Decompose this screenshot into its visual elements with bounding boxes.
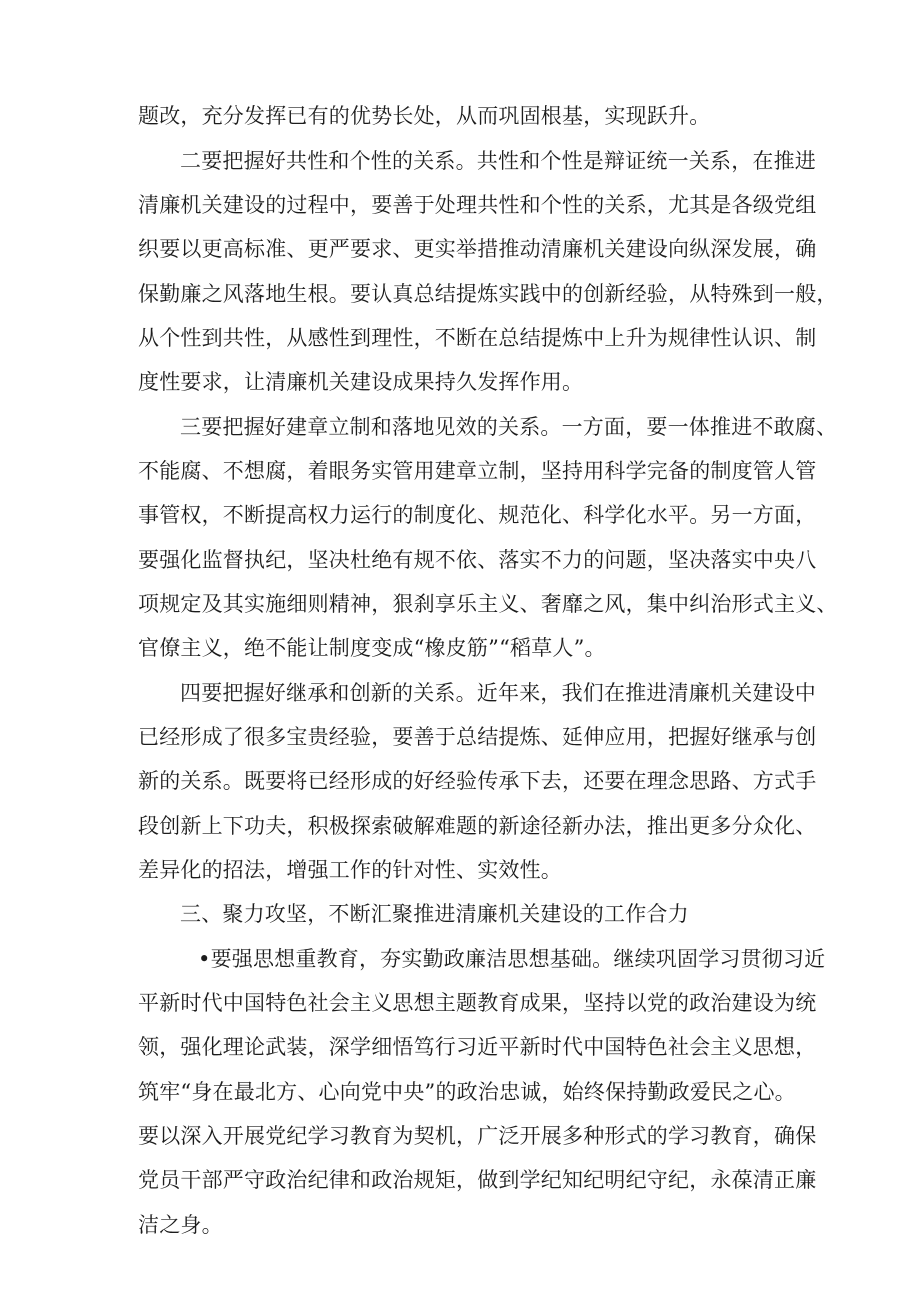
paragraph-line: 官僚主义，绝不能让制度变成“橡皮筋”“稻草人”。 (138, 636, 606, 660)
paragraph-line: 党员干部严守政治纪律和政治规矩，做到学纪知纪明纪守纪，永葆清正廉 (138, 1168, 817, 1192)
paragraph-line: 事管权，不断提高权力运行的制度化、规范化、科学化水平。另一方面， (138, 503, 817, 527)
section-heading: 三、聚力攻坚，不断汇聚推进清廉机关建设的工作合力 (180, 902, 689, 926)
paragraph-line: •要强思想重教育，夯实勤政廉洁思想基础。继续巩固学习贯彻习近 (198, 947, 826, 971)
paragraph-line: 新的关系。既要将已经形成的好经验传承下去，还要在理念思路、方式手 (138, 769, 817, 793)
paragraph-line: 平新时代中国特色社会主义思想主题教育成果，坚持以党的政治建设为统 (138, 991, 817, 1015)
paragraph-line: 领，强化理论武装，深学细悟笃行习近平新时代中国特色社会主义思想， (138, 1035, 817, 1059)
paragraph-line: 筑牢“身在最北方、心向党中央”的政治忠诚，始终保持勤政爱民之心。 (138, 1080, 796, 1104)
paragraph-line: 织要以更高标准、更严要求、更实举措推动清廉机关建设向纵深发展，确 (138, 237, 817, 261)
paragraph-line: 题改，充分发挥已有的优势长处，从而巩固根基，实现跃升。 (138, 104, 711, 128)
paragraph-line: 项规定及其实施细则精神，狠刹享乐主义、奢靡之风，集中纠治形式主义、 (138, 592, 838, 616)
paragraph-line: 度性要求，让清廉机关建设成果持久发挥作用。 (138, 370, 584, 394)
paragraph-line: 不能腐、不想腐，着眼务实管用建章立制，坚持用科学完备的制度管人管 (138, 459, 817, 483)
paragraph-line: 保勤廉之风落地生根。要认真总结提炼实践中的创新经验，从特殊到一般， (138, 282, 838, 306)
paragraph-line: 已经形成了很多宝贵经验，要善于总结提炼、延伸应用，把握好继承与创 (138, 725, 817, 749)
paragraph-line: 要强化监督执纪，坚决杜绝有规不依、落实不力的问题，坚决落实中央八 (138, 548, 817, 572)
paragraph-line: 差异化的招法，增强工作的针对性、实效性。 (138, 858, 562, 882)
paragraph-line: 要以深入开展党纪学习教育为契机，广泛开展多种形式的学习教育，确保 (138, 1124, 817, 1148)
paragraph-line: 二要把握好共性和个性的关系。共性和个性是辩证统一关系，在推进 (180, 149, 816, 173)
paragraph-line: 三要把握好建章立制和落地见效的关系。一方面，要一体推进不敢腐、 (180, 415, 838, 439)
paragraph-line: 洁之身。 (138, 1213, 223, 1237)
paragraph-line: 四要把握好继承和创新的关系。近年来，我们在推进清廉机关建设中 (180, 681, 816, 705)
paragraph-line: 清廉机关建设的过程中，要善于处理共性和个性的关系，尤其是各级党组 (138, 193, 817, 217)
paragraph-line: 段创新上下功夫，积极探索破解难题的新途径新办法，推出更多分众化、 (138, 814, 817, 838)
paragraph-line: 从个性到共性，从感性到理性，不断在总结提炼中上升为规律性认识、制 (138, 326, 817, 350)
